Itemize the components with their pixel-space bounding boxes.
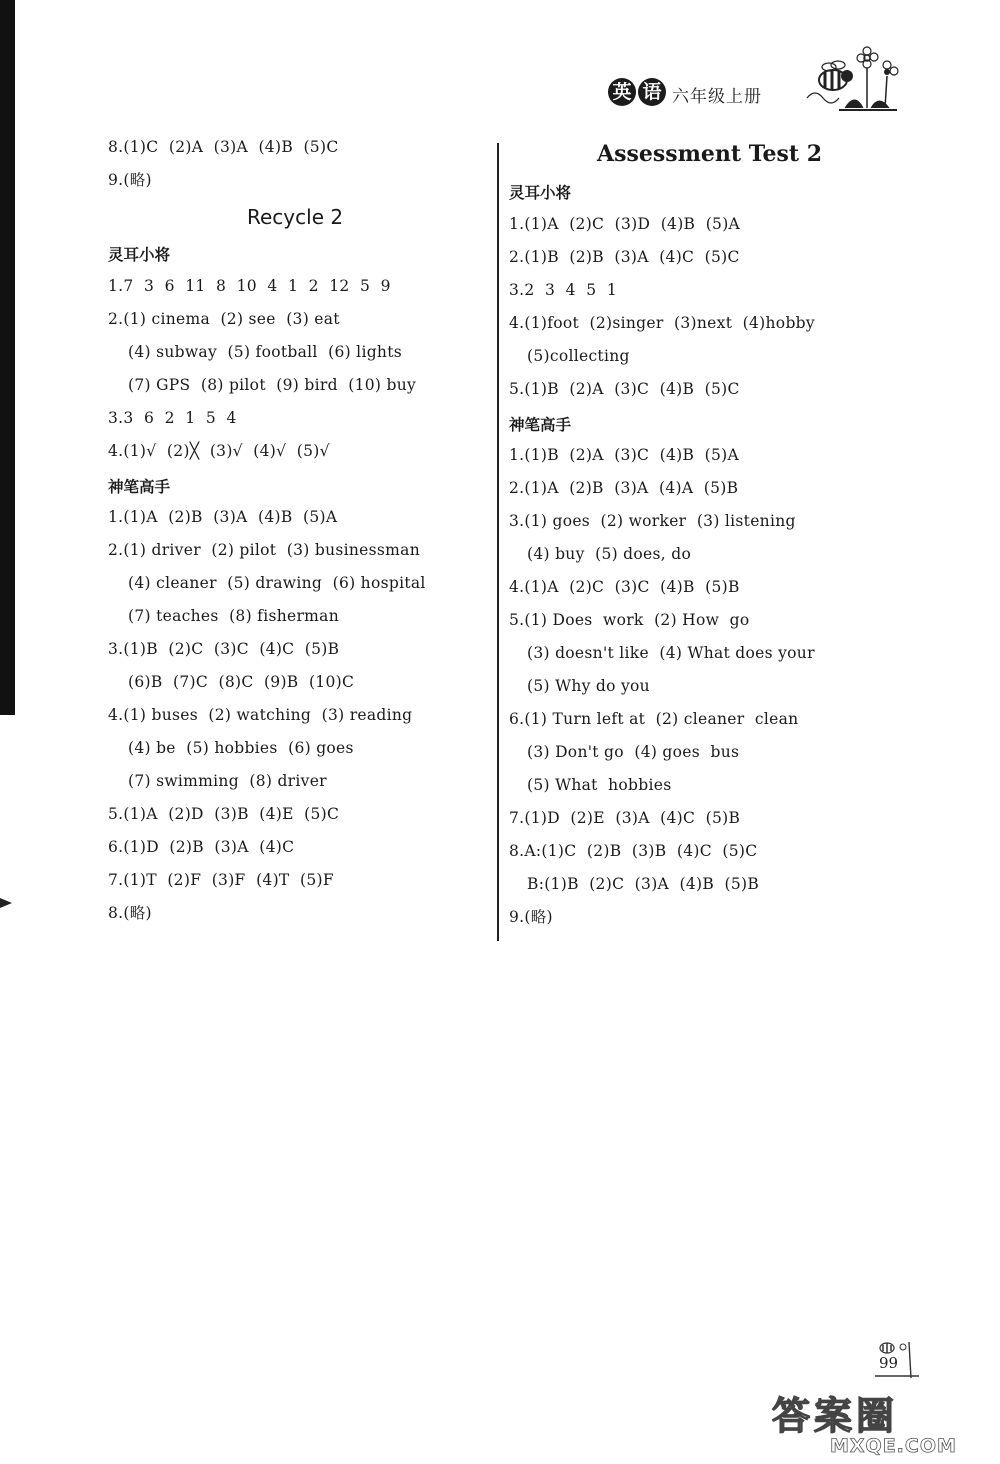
- answer-line: 2.(1)B (2)B (3)A (4)C (5)C: [509, 248, 740, 266]
- watermark-text: 答案圈: [772, 1394, 899, 1438]
- answer-line: 4.(1)√ (2)╳ (3)√ (4)√ (5)√: [108, 442, 330, 460]
- answer-line: 7.(1)T (2)F (3)F (4)T (5)F: [108, 871, 334, 889]
- edge-mark: [0, 898, 12, 908]
- watermark-url: MXQE.COM: [830, 1435, 957, 1457]
- answer-line: (5) What hobbies: [527, 776, 672, 794]
- binding-edge: [0, 0, 15, 715]
- answer-line: 2.(1)A (2)B (3)A (4)A (5)B: [509, 479, 739, 497]
- section-title: Recycle 2: [247, 205, 344, 229]
- answer-line: 6.(1)D (2)B (3)A (4)C: [108, 838, 295, 856]
- answer-line: 7.(1)D (2)E (3)A (4)C (5)B: [509, 809, 741, 827]
- answer-line: 4.(1) buses (2) watching (3) reading: [108, 706, 413, 724]
- header-subject-char-2: 语: [638, 78, 666, 106]
- answer-line: (3) doesn't like (4) What does your: [527, 644, 815, 662]
- answer-line: 1.(1)A (2)C (3)D (4)B (5)A: [509, 215, 741, 233]
- subsection-heading: 灵耳小将: [509, 184, 572, 202]
- answer-line: (5)collecting: [527, 347, 630, 365]
- answer-line: (3) Don't go (4) goes bus: [527, 743, 740, 761]
- answer-line: 3.3 6 2 1 5 4: [108, 409, 237, 427]
- answer-line: 5.(1)A (2)D (3)B (4)E (5)C: [108, 805, 340, 823]
- answer-line: (4) be (5) hobbies (6) goes: [128, 739, 354, 757]
- header-subject-char-1: 英: [608, 78, 636, 106]
- subsection-heading: 神笔高手: [108, 478, 171, 496]
- answer-line: 5.(1)B (2)A (3)C (4)B (5)C: [509, 380, 740, 398]
- answer-line: 3.(1)B (2)C (3)C (4)C (5)B: [108, 640, 340, 658]
- answer-line: 9.(略): [509, 908, 553, 926]
- subsection-heading: 神笔高手: [509, 416, 572, 434]
- answer-line: (4) cleaner (5) drawing (6) hospital: [128, 574, 426, 592]
- answer-line: (4) subway (5) football (6) lights: [128, 343, 402, 361]
- answer-line: 1.(1)A (2)B (3)A (4)B (5)A: [108, 508, 338, 526]
- page-header: [600, 40, 900, 120]
- answer-line: 4.(1)A (2)C (3)C (4)B (5)B: [509, 578, 740, 596]
- answer-line: 8.(1)C (2)A (3)A (4)B (5)C: [108, 138, 339, 156]
- answer-line: 3.2 3 4 5 1: [509, 281, 618, 299]
- answer-line: (7) swimming (8) driver: [128, 772, 327, 790]
- answer-line: 9.(略): [108, 171, 152, 189]
- header-grade: 六年级上册: [672, 87, 762, 107]
- subsection-heading: 灵耳小将: [108, 246, 171, 264]
- answer-line: 2.(1) cinema (2) see (3) eat: [108, 310, 340, 328]
- answer-line: 4.(1)foot (2)singer (3)next (4)hobby: [509, 314, 815, 332]
- column-divider: [497, 143, 499, 941]
- answer-line: (5) Why do you: [527, 677, 650, 695]
- page-number: 99: [873, 1338, 923, 1387]
- answer-line: B:(1)B (2)C (3)A (4)B (5)B: [527, 875, 760, 893]
- answer-line: 3.(1) goes (2) worker (3) listening: [509, 512, 796, 530]
- section-title: Assessment Test 2: [597, 141, 823, 167]
- answer-line: 2.(1) driver (2) pilot (3) businessman: [108, 541, 420, 559]
- answer-line: (7) GPS (8) pilot (9) bird (10) buy: [128, 376, 417, 394]
- answer-line: 1.(1)B (2)A (3)C (4)B (5)A: [509, 446, 740, 464]
- answer-line: 6.(1) Turn left at (2) cleaner clean: [509, 710, 799, 728]
- answer-line: 5.(1) Does work (2) How go: [509, 611, 750, 629]
- answer-line: 1.7 3 6 11 8 10 4 1 2 12 5 9: [108, 277, 391, 295]
- bee-flower-icon: [805, 40, 900, 115]
- answer-line: (4) buy (5) does, do: [527, 545, 692, 563]
- watermark: [772, 1385, 992, 1460]
- answer-line: (6)B (7)C (8)C (9)B (10)C: [128, 673, 355, 691]
- answer-line: 8.A:(1)C (2)B (3)B (4)C (5)C: [509, 842, 758, 860]
- answer-line: 8.(略): [108, 904, 152, 922]
- answer-line: (7) teaches (8) fisherman: [128, 607, 339, 625]
